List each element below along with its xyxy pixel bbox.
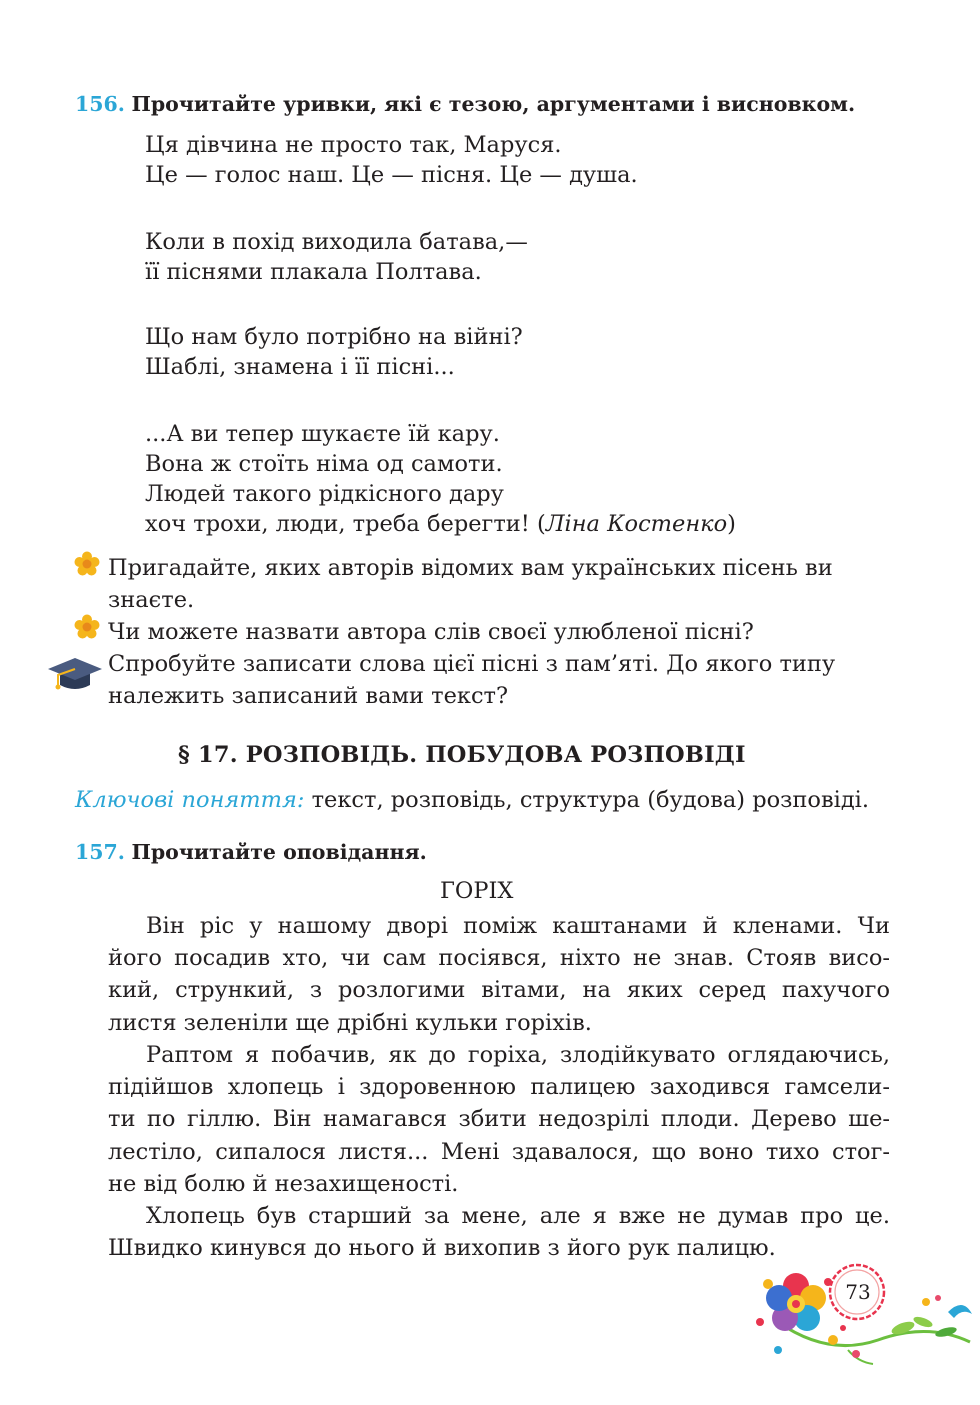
story-line: лестіло, сипалося листя... Мені здавалося, що воно тихо стог-	[108, 1138, 890, 1165]
poem-line: Шаблі, знамена і її пісні...	[145, 354, 455, 380]
question	[108, 616, 754, 648]
exercise-number: 156.	[75, 92, 125, 116]
poem-line: її піснями плакала Полтава.	[145, 259, 482, 285]
story-line: листя зеленіли ще дрібні кульки горіхів.	[108, 1009, 592, 1036]
exercise-task: Прочитайте оповідання.	[131, 840, 427, 864]
page-number: 73	[845, 1280, 871, 1304]
poem-line: ...А ви тепер шукаєте їй кару.	[145, 421, 500, 447]
story-line: Раптом я побачив, як до горіха, злодійкувато оглядаючись,	[146, 1042, 890, 1068]
key-concepts-text: текст, розповідь, структура (будова) розповіді.	[304, 787, 870, 813]
poem-line: Ця дівчина не просто так, Маруся.	[145, 132, 562, 158]
flower-icon	[74, 551, 100, 577]
poem-close-paren: )	[727, 511, 736, 537]
poem-author: Ліна Костенко	[545, 511, 728, 537]
story-paragraph	[108, 1200, 890, 1264]
story-line: Швидко кинувся до нього й вихопив з його рук палицю.	[108, 1235, 776, 1262]
question-line: Чи можете назвати автора слів своєї улюбленої пісні?	[108, 619, 754, 645]
flower-icon	[74, 614, 100, 640]
exercise-task: Прочитайте уривки, які є тезою, аргументами і висновком.	[131, 92, 856, 116]
question-line: належить записаний вами текст?	[108, 683, 509, 709]
poem	[145, 419, 736, 539]
story-line: ти по гіллю. Він намагався збити недозрілі плоди. Дерево ше-	[108, 1106, 890, 1133]
poem-line: Що нам було потрібно на війні?	[145, 324, 523, 350]
poem-line-text: хоч трохи, люди, треба берегти! (	[145, 511, 546, 537]
question-line: Спробуйте записати слова цієї пісні з пам’яті. До якого типу	[108, 651, 836, 677]
question-line: Пригадайте, яких авторів відомих вам українських пісень ви	[108, 555, 833, 581]
story-line: Він ріс у нашому дворі поміж каштанами й кленами. Чи	[146, 913, 890, 939]
question-line: знаєте.	[108, 587, 195, 613]
question	[108, 648, 835, 712]
question	[108, 552, 833, 616]
graduation-cap-icon	[46, 655, 104, 695]
key-concepts	[75, 787, 869, 813]
section-title: § 17. РОЗПОВІДЬ. ПОБУДОВА РОЗПОВІДІ	[178, 742, 746, 768]
story-line: його посадив хто, чи сам посіявся, ніхто не знав. Стояв висо-	[108, 945, 890, 972]
poem-line	[145, 509, 736, 539]
exercise-157-heading	[75, 840, 427, 864]
story-paragraph	[108, 910, 890, 1039]
poem	[145, 130, 638, 190]
key-concepts-label: Ключові поняття:	[75, 787, 305, 813]
poem-line: Коли в похід виходила батава,—	[145, 229, 528, 255]
poem	[145, 227, 528, 287]
story-line: підійшов хлопець і здоровенною палицею заходився гамсели-	[108, 1074, 890, 1101]
story-line: не від болю й незахищеності.	[108, 1170, 459, 1197]
exercise-156-heading	[75, 92, 855, 116]
floral-ornament	[748, 1262, 976, 1372]
poem-line: Вона ж стоїть німа од самоти.	[145, 451, 503, 477]
story-line: Хлопець був старший за мене, але я вже не думав про це.	[146, 1203, 890, 1229]
poem	[145, 322, 523, 382]
story-title: ГОРІХ	[440, 878, 514, 904]
poem-line: Людей такого рідкісного дару	[145, 481, 504, 507]
story-line: кий, стрункий, з розлогими вітами, на яких серед пахучого	[108, 977, 890, 1004]
exercise-number: 157.	[75, 840, 125, 864]
story-paragraph	[108, 1039, 890, 1200]
poem-line: Це — голос наш. Це — пісня. Це — душа.	[145, 162, 638, 188]
